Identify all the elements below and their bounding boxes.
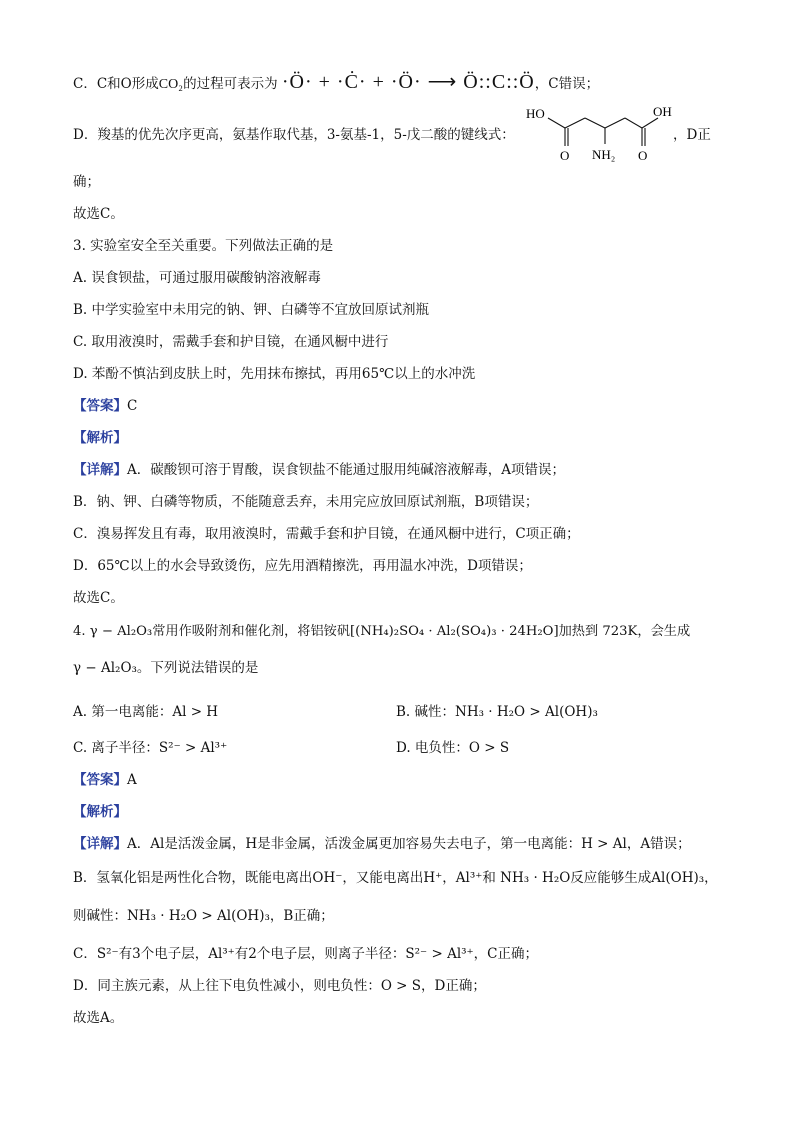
conclusion-4: 故选A。: [73, 1010, 124, 1026]
detail-4-a-text: A．Al是活泼金属，H是非金属，活泼金属更加容易失去电子，第一电离能：H > Al，A错误；: [127, 836, 691, 852]
option-c-prefix: C．C和O形成: [73, 76, 159, 92]
detail-3-b: B．钠、钾、白磷等物质，不能随意丢弃，未用完应放回原试剂瓶，B项错误；: [73, 494, 539, 510]
option-d-explanation: [73, 125, 515, 145]
question-4-option-d: D. 电负性：O > S: [396, 740, 510, 756]
question-4-stem-line1: 4. γ − Al₂O₃常用作吸附剂和催化剂，将铝铵矾[(NH₄)₂SO₄ · Al₂(SO₄)₃ · 24H₂O]加热到 723K，会生成: [73, 624, 691, 639]
option-c-suffix: ，C错误；: [534, 76, 600, 92]
detail-4-b-line2: 则碱性：NH₃ · H₂O > Al(OH)₃，B正确；: [73, 908, 334, 924]
detail-tag: 【详解】: [73, 462, 127, 478]
question-3-option-c: C. 取用液溴时，需戴手套和护目镜，在通风橱中进行: [73, 334, 389, 350]
answer-value: A: [127, 772, 137, 788]
ho-label: HO: [526, 106, 545, 121]
detail-4-c: C．S²⁻有3个电子层，Al³⁺有2个电子层，则离子半径：S²⁻ > Al³⁺，C正确；: [73, 946, 539, 962]
skeletal-formula-diagram: [520, 98, 680, 168]
detail-3-d: D．65℃以上的水会导致烫伤，应先用酒精擦洗，再用温水冲洗，D项错误；: [73, 558, 532, 574]
o-left-label: O: [560, 148, 570, 163]
detail-4-b-line1: B．氢氧化铝是两性化合物，既能电离出OH⁻，又能电离出H⁺，Al³⁺和 NH₃ · H₂O反应能够生成Al(OH)₃，: [73, 870, 718, 886]
analysis-tag: 【解析】: [73, 430, 127, 446]
question-3-stem: 3. 实验室安全至关重要。下列做法正确的是: [73, 238, 334, 254]
answer-tag: 【答案】: [73, 772, 127, 788]
oh-label: OH: [653, 104, 672, 119]
answer-tag: 【答案】: [73, 398, 127, 414]
option-d-suffix: ，D正: [673, 127, 711, 143]
nh2-label: NH₂: [592, 147, 616, 162]
question-4-option-c: C. 离子半径：S²⁻ > Al³⁺: [73, 740, 228, 756]
question-3-answer: [73, 396, 137, 416]
detail-4-d: D．同主族元素，从上往下电负性减小，则电负性：O > S，D正确；: [73, 978, 486, 994]
question-3-option-b: B. 中学实验室中未用完的钠、钾、白磷等不宜放回原试剂瓶: [73, 302, 430, 318]
detail-3-a: [73, 460, 565, 480]
o-right-label: O: [638, 148, 648, 163]
detail-4-a: [73, 834, 691, 854]
analysis-tag: 【解析】: [73, 804, 127, 820]
answer-value: C: [127, 398, 138, 414]
option-c-explanation: [73, 72, 599, 95]
option-c-mid: 的过程可表示为: [183, 76, 278, 92]
question-4-option-b: B. 碱性：NH₃ · H₂O > Al(OH)₃: [396, 704, 598, 720]
detail-3-c: C．溴易挥发且有毒，取用液溴时，需戴手套和护目镜，在通风橱中进行，C项正确；: [73, 526, 580, 542]
conclusion-3: 故选C。: [73, 590, 124, 606]
question-4-option-a: A. 第一电离能：Al > H: [73, 704, 219, 720]
question-3-option-a: A. 误食钡盐，可通过服用碳酸钠溶液解毒: [73, 270, 321, 286]
lewis-structure: ·Ö· + ·Ċ· + ·Ö· ⟶ Ö::C::Ö: [281, 71, 535, 93]
detail-tag: 【详解】: [73, 836, 127, 852]
option-d-text: D．羧基的优先次序更高，氨基作取代基，3-氨基-1，5-戊二酸的键线式：: [73, 127, 515, 143]
question-3-option-d: D. 苯酚不慎沾到皮肤上时，先用抹布擦拭，再用65℃以上的水冲洗: [73, 366, 476, 382]
question-4-answer: [73, 770, 137, 790]
detail-3-a-text: A．碳酸钡可溶于胃酸，误食钡盐不能通过服用纯碱溶液解毒，A项错误；: [127, 462, 565, 478]
co2-formula: CO₂: [158, 77, 184, 92]
option-d-continuation: 确；: [73, 174, 100, 190]
question-4-stem-line2: γ − Al₂O₃。下列说法错误的是: [73, 660, 259, 676]
conclusion-line: 故选C。: [73, 206, 124, 222]
